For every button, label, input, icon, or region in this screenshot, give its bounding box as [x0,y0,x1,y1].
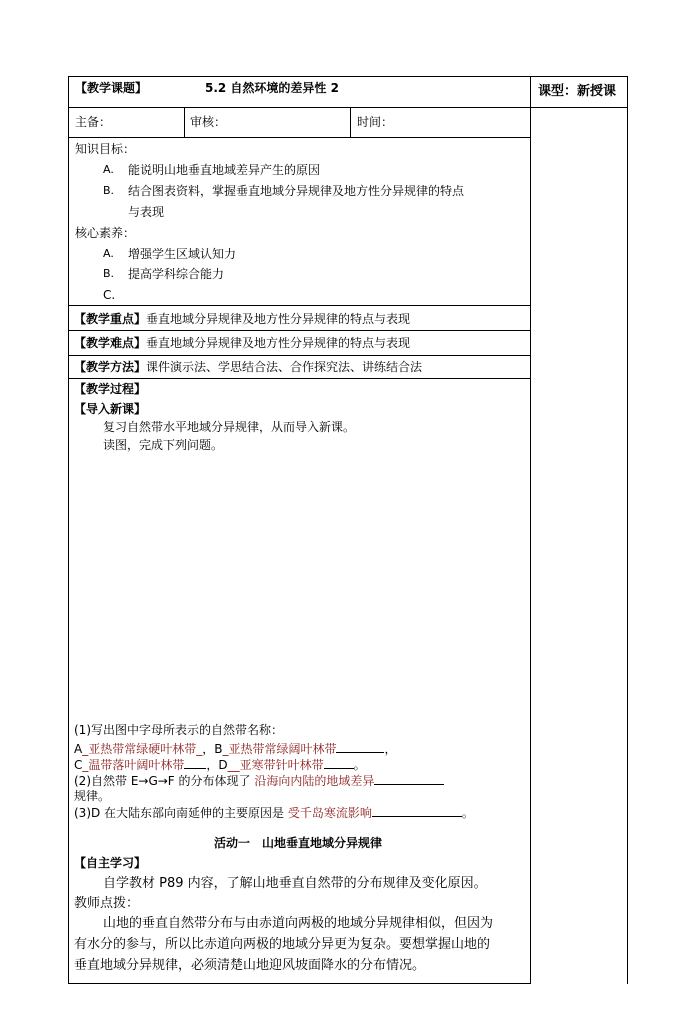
key-points-text: 垂直地域分异规律及地方性分异规律的特点与表现 [146,312,411,326]
activity-title: 活动一 山地垂直地域分异规律 [214,836,383,850]
self-study-text: 自学教材 P89 内容，了解山地垂直自然带的分布规律及变化原因。 [103,876,487,891]
c-answer: _温带落叶阔叶林带 [82,758,185,772]
meta-cell-divider [350,107,351,138]
c-mid: ，D [206,758,228,772]
methods-text: 课件演示法、学思结合法、合作探究法、讲练结合法 [146,360,423,374]
paragraph-line: 有水分的参与，所以比赤道向两极的地域分异更为复杂。要想掌握山地的 [74,937,491,952]
self-study-label: 【自主学习】 [74,856,147,870]
methods-label: 【教学方法】 [74,360,147,374]
q3-tail: 。 [461,806,474,820]
b-answer: _亚热带常绿阔叶林带 [222,742,337,756]
preparer-label: 主备： [75,115,112,129]
knowledge-heading: 知识目标： [75,142,136,156]
intro-line: 读图，完成下列问题。 [103,438,224,452]
row-divider [68,378,531,379]
row-divider [68,355,531,356]
paragraph-line: 山地的垂直自然带分布与由赤道向两极的地域分异规律相似，但因为 [103,916,494,931]
methods-row [74,359,422,375]
q3-prefix: (3)D 在大陆东部向南延伸的主要原因是 [74,806,285,820]
a-answer: _亚热带常绿硬叶林带_ [82,742,203,756]
table-border-top [68,76,628,77]
course-title: 5.2 自然环境的差异性 2 [205,81,339,95]
row-divider [68,330,531,331]
answer-line-ab [74,740,397,757]
b-tail: ， [384,742,397,756]
list-item-continuation: 与表现 [128,205,165,219]
question-1: (1)写出图中字母所表示的自然带名称： [74,723,283,737]
list-marker: A. [103,247,114,260]
key-points-label: 【教学重点】 [74,312,147,326]
table-border-right [627,76,628,984]
list-marker: C. [103,288,116,302]
list-marker: B. [103,184,115,197]
c-prefix: C [74,758,83,772]
difficulties-text: 垂直地域分异规律及地方性分异规律的特点与表现 [146,336,411,350]
row-divider [68,107,628,108]
intro-label: 【导入新课】 [74,402,147,416]
reviewer-label: 审核： [190,115,227,129]
core-heading: 核心素养： [75,226,136,240]
table-border-bottom [68,983,531,984]
q3-answer: 受千岛寒流影响 [287,806,372,820]
time-label: 时间： [357,115,394,129]
a-prefix: A [74,742,83,756]
list-item: 增强学生区域认知力 [128,247,237,261]
question-3 [74,804,474,821]
answer-line-cd [74,756,366,773]
list-marker: A. [103,163,114,176]
teacher-label: 教师点拨： [74,896,140,911]
q2-answer: 沿海向内陆的地域差异 [254,774,375,788]
intro-line: 复习自然带水平地域分异规律，从而导入新课。 [103,420,356,434]
blank-line [184,756,206,769]
course-title-label: 【教学课题】 [75,81,148,95]
list-item: 提高学科综合能力 [128,267,225,281]
question-2 [74,772,444,789]
d-answer: __亚寒带针叶林带 [227,758,324,772]
blank-line [374,772,444,785]
blank-line [324,756,354,769]
meta-cell-divider [184,107,185,138]
d-tail: 。 [353,758,366,772]
q2-prefix: (2)自然带 E→G→F 的分布体现了 [74,774,251,788]
blank-line [336,740,384,753]
difficulties-label: 【教学难点】 [74,336,147,350]
row-divider [68,137,531,138]
lesson-type: 课型：新授课 [538,84,617,99]
main-column-right-border [530,76,531,984]
difficulties-row [74,335,410,351]
paragraph-line: 垂直地域分异规律，必须清楚山地迎风坡面降水的分布情况。 [74,958,426,973]
key-points-row [74,311,410,327]
process-label: 【教学过程】 [74,382,147,396]
list-marker: B. [103,267,115,280]
blank-line [372,804,462,817]
row-divider [68,305,531,306]
list-item: 结合图表资料，掌握垂直地域分异规律及地方性分异规律的特点 [128,184,465,198]
list-item: 能说明山地垂直地域差异产生的原因 [128,163,321,177]
q2-tail: 规律。 [74,789,111,803]
b-prefix: ，B [202,742,223,756]
table-border-left [68,76,69,984]
